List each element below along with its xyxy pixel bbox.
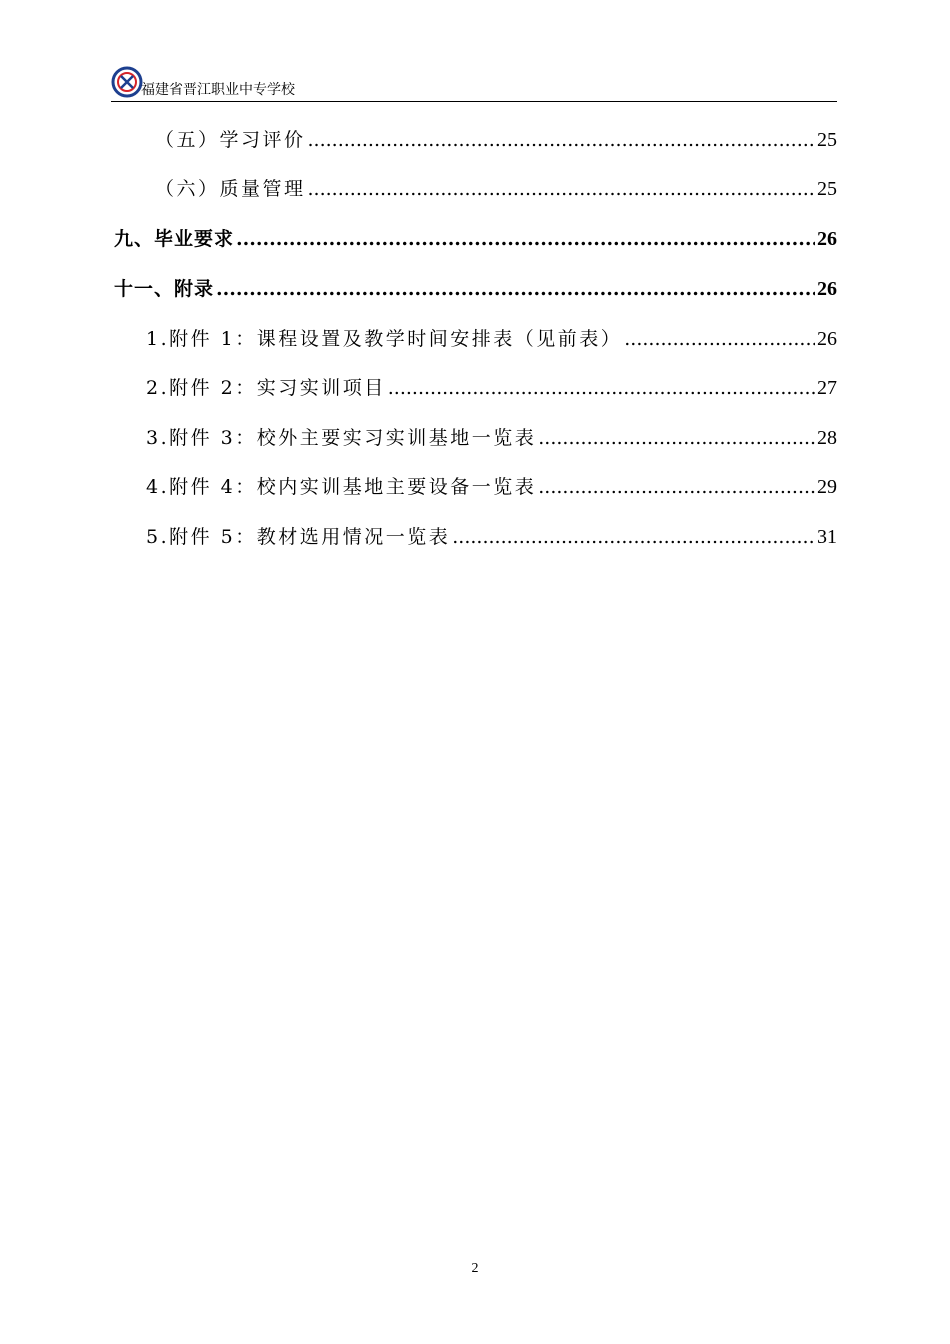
toc-entry-page: 26 [817,228,837,250]
toc-entry-page: 28 [817,427,837,449]
table-of-contents [0,0,950,600]
toc-entry-page: 25 [817,129,837,151]
toc-leader-dots [538,427,815,449]
toc-entry-label: （六）质量管理 [155,178,306,200]
toc-entry[interactable] [146,423,837,451]
toc-entry-label: 九、毕业要求 [114,228,235,250]
toc-leader-dots [538,476,815,498]
toc-entry[interactable] [155,125,837,153]
toc-leader-dots [452,526,815,548]
toc-entry[interactable] [146,472,837,500]
toc-leader-dots [216,278,815,300]
toc-leader-dots [308,129,815,151]
toc-entry-page: 26 [817,278,837,300]
school-name: 福建省晋江职业中专学校 [141,82,295,98]
toc-leader-dots [236,228,815,250]
toc-entry[interactable] [114,274,837,302]
toc-entry-label: 3.附件 3：校外主要实习实训基地一览表 [146,427,537,449]
toc-leader-dots [388,377,815,399]
toc-entry[interactable] [146,324,837,352]
toc-entry[interactable] [146,373,837,401]
toc-entry-page: 25 [817,178,837,200]
toc-entry[interactable] [114,224,837,252]
toc-entry[interactable] [146,522,837,550]
toc-entry-page: 27 [817,377,837,399]
toc-entry-label: 十一、附录 [114,278,215,300]
toc-leader-dots [624,328,815,350]
toc-entry[interactable] [155,174,837,202]
toc-entry-label: 1.附件 1：课程设置及教学时间安排表（见前表） [146,328,623,350]
toc-entry-label: 4.附件 4：校内实训基地主要设备一览表 [146,476,537,498]
toc-entry-page: 29 [817,476,837,498]
toc-leader-dots [308,178,815,200]
toc-entry-page: 26 [817,328,837,350]
page-number: 2 [471,1261,479,1276]
toc-entry-page: 31 [817,526,837,548]
toc-entry-label: 5.附件 5：教材选用情况一览表 [146,526,451,548]
toc-entry-label: 2.附件 2：实习实训项目 [146,377,386,399]
toc-entry-label: （五）学习评价 [155,129,306,151]
